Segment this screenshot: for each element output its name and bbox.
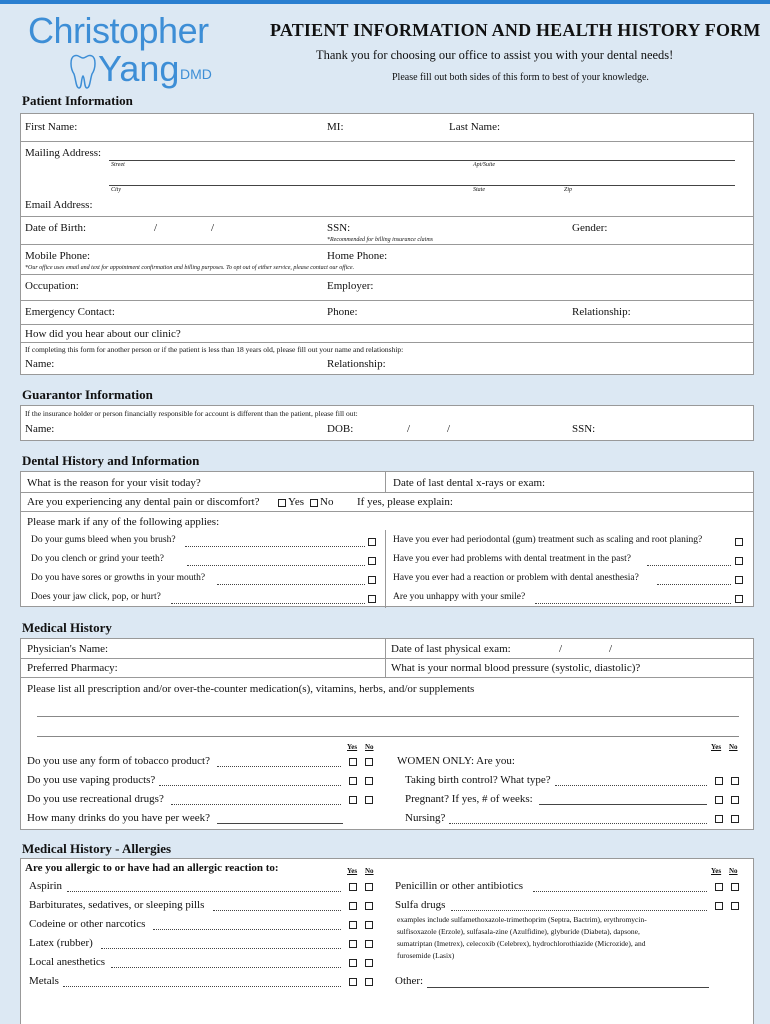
blood-pressure-label: What is your normal blood pressure (systolic, diastolic)? [391,662,641,674]
allergy-left-item: Latex (rubber) [29,937,93,949]
sulfa-note-line: sulfisoxazole (Erzole), sulfasala-zine (Azulfidine), glyburide (Diabeta), dapsone, [397,927,640,936]
no-checkbox[interactable] [365,777,373,785]
no-checkbox[interactable] [731,883,739,891]
yes-checkbox[interactable] [715,777,723,785]
mark-instruction: Please mark if any of the following applies: [27,516,220,528]
no-checkbox[interactable] [365,883,373,891]
medications-line[interactable] [37,736,739,737]
medications-line[interactable] [37,716,739,717]
leader-dots [67,891,341,892]
medical-right-item: Taking birth control? What type? [405,774,551,786]
penicillin-label: Penicillin or other antibiotics [395,880,524,892]
divider [21,511,753,512]
divider [385,530,386,608]
dental-left-checkbox[interactable] [368,557,376,565]
yes-checkbox[interactable] [349,978,357,986]
gender-label: Gender: [572,222,608,234]
medical-right-item: Nursing? [405,812,446,824]
sulfa-label: Sulfa drugs [395,899,446,911]
women-only-label: WOMEN ONLY: Are you: [397,755,515,767]
drinks-label: How many drinks do you have per week? [27,812,210,824]
divider [21,141,753,142]
pharmacy-label: Preferred Pharmacy: [27,662,118,674]
city-line[interactable] [109,185,735,186]
dob-slash: / [447,423,451,435]
exam-slash: / [559,643,563,655]
medical-left-item: Do you use recreational drugs? [27,793,164,805]
guarantor-name-label: Name: [25,423,55,435]
hear-about-label: How did you hear about our clinic? [25,328,181,340]
leader-dots [451,910,707,911]
form-instruction: Please fill out both sides of this form to best of your knowledge. [392,72,649,83]
zip-caption: Zip [564,187,573,193]
dental-right-checkbox[interactable] [735,595,743,603]
mi-label: MI: [327,121,344,133]
leader-dots [657,584,731,585]
allergy-question: Are you allergic to or have had an allergic reaction to: [25,862,279,874]
divider [21,274,753,275]
exam-slash: / [609,643,613,655]
yes-checkbox[interactable] [715,902,723,910]
yes-header: Yes [347,867,358,875]
divider [385,472,386,492]
leader-dots [101,948,341,949]
guarantor-note: If the insurance holder or person financially responsible for account is different than the patient, please fill out: [25,409,358,418]
other-allergy-line[interactable] [427,987,709,988]
divider [21,658,753,659]
section-allergies-heading: Medical History - Allergies [22,841,172,856]
physician-label: Physician's Name: [27,643,109,655]
dental-right-checkbox[interactable] [735,576,743,584]
leader-dots [213,910,341,911]
street-line[interactable] [109,160,735,161]
other-allergy-label: Other: [395,975,424,987]
leader-dots [555,785,707,786]
drinks-line[interactable] [217,823,343,824]
dental-right-item: Have you ever had a reaction or problem with dental anesthesia? [393,573,639,583]
pain-yes-checkbox[interactable] [278,499,286,507]
dental-left-item: Does your jaw click, pop, or hurt? [31,592,161,602]
leader-dots [171,804,341,805]
form-title: PATIENT INFORMATION AND HEALTH HISTORY FORM [270,20,761,40]
sulfa-note-line: sumatriptan (Imetrex), celecoxib (Celebrex), hydrochlorothiazide (Microzide), and [397,939,646,948]
mobile-phone-label: Mobile Phone: [25,250,91,262]
no-checkbox[interactable] [365,959,373,967]
no-header: No [365,867,374,875]
pain-yes-label: Yes [288,496,305,508]
section-patient-heading: Patient Information [22,93,133,108]
dental-left-checkbox[interactable] [368,595,376,603]
no-checkbox[interactable] [365,796,373,804]
dental-right-item: Have you ever had problems with dental treatment in the past? [393,554,631,564]
other-person-note: If completing this form for another person or if the patient is less than 18 years old, please fill out your name and relationship: [25,345,404,354]
dob-slash: / [211,222,215,234]
logo-line1: Christopher [28,10,209,51]
allergy-left-item: Metals [29,975,59,987]
no-checkbox[interactable] [731,815,739,823]
divider [21,677,753,678]
phone-note: *Our office uses email and text for appointment confirmation and billing purposes. To opt out of either service, please contact our office. [25,265,355,271]
dental-box [20,471,754,607]
medical-right-item: Pregnant? If yes, # of weeks: [405,793,533,805]
state-caption: State [473,187,485,193]
weeks-line[interactable] [539,804,707,805]
street-caption: Street [111,162,125,168]
no-header: No [729,867,738,875]
dob-slash: / [154,222,158,234]
yes-checkbox[interactable] [349,758,357,766]
no-checkbox[interactable] [365,758,373,766]
yes-header: Yes [711,743,722,751]
allergy-left-item: Codeine or other narcotics [29,918,146,930]
sulfa-note-line: furosemide (Lasix) [397,951,455,960]
yes-checkbox[interactable] [349,777,357,785]
no-checkbox[interactable] [731,902,739,910]
form-subtitle: Thank you for choosing our office to assist you with your dental needs! [316,48,674,62]
yes-checkbox[interactable] [715,796,723,804]
no-checkbox[interactable] [731,796,739,804]
divider [21,324,753,325]
employer-label: Employer: [327,280,374,292]
emergency-contact-label: Emergency Contact: [25,306,115,318]
section-medical-heading: Medical History [22,620,112,635]
allergy-left-item: Aspirin [29,880,62,892]
no-checkbox[interactable] [365,902,373,910]
leader-dots [111,967,341,968]
medical-left-item: Do you use any form of tobacco product? [27,755,210,767]
tooth-icon [68,52,98,92]
medical-box [20,638,754,830]
divider [21,492,753,493]
yes-checkbox[interactable] [349,883,357,891]
divider [21,244,753,245]
apt-caption: Apt/Suite [473,162,495,168]
city-caption: City [111,187,121,193]
section-dental-heading: Dental History and Information [22,453,200,468]
allergies-box [20,858,754,1024]
yes-checkbox[interactable] [349,796,357,804]
allergy-left-item: Barbiturates, sedatives, or sleeping pills [29,899,205,911]
sulfa-note-line: examples include sulfamethoxazole-trimethoprim (Septra, Bactrim), erythromycin- [397,915,647,924]
email-label: Email Address: [25,199,93,211]
yes-checkbox[interactable] [349,959,357,967]
yes-checkbox[interactable] [349,940,357,948]
no-checkbox[interactable] [365,921,373,929]
dental-left-item: Do your gums bleed when you brush? [31,535,176,545]
yes-checkbox[interactable] [715,815,723,823]
divider [21,216,753,217]
dental-left-checkbox[interactable] [368,538,376,546]
last-name-label: Last Name: [449,121,501,133]
pain-no-label: No [320,496,334,508]
dental-right-checkbox[interactable] [735,538,743,546]
leader-dots [647,565,731,566]
dental-right-item: Have you ever had periodontal (gum) treatment such as scaling and root planing? [393,535,703,545]
no-checkbox[interactable] [365,940,373,948]
dental-left-item: Do you have sores or growths in your mouth? [31,573,206,583]
home-phone-label: Home Phone: [327,250,388,262]
yes-header: Yes [711,867,722,875]
dental-right-item: Are you unhappy with your smile? [393,592,526,602]
leader-dots [187,565,365,566]
divider [21,342,753,343]
yes-checkbox[interactable] [715,883,723,891]
no-header: No [365,743,374,751]
medical-left-item: Do you use vaping products? [27,774,156,786]
first-name-label: First Name: [25,121,78,133]
relationship-label: Relationship: [572,306,631,318]
divider [21,300,753,301]
dob-slash: / [407,423,411,435]
leader-dots [449,823,707,824]
guarantor-dob-label: DOB: [327,423,354,435]
last-exam-label: Date of last physical exam: [391,643,511,655]
leader-dots [185,546,365,547]
xray-date-label: Date of last dental x-rays or exam: [393,477,546,489]
mailing-address-label: Mailing Address: [25,147,102,159]
ssn-label: SSN: [327,222,351,234]
clinic-logo [28,10,258,90]
allergy-left-item: Local anesthetics [29,956,106,968]
leader-dots [63,986,341,987]
name-label: Name: [25,358,55,370]
ssn-note: *Recommended for billing insurance claims [327,237,433,243]
leader-dots [159,785,341,786]
medications-label: Please list all prescription and/or over-the-counter medication(s), vitamins, herbs, and/or supplements [27,683,475,695]
guarantor-box [20,405,754,441]
top-accent-bar [0,0,770,4]
leader-dots [217,584,365,585]
leader-dots [217,766,341,767]
no-header: No [729,743,738,751]
dental-left-item: Do you clench or grind your teeth? [31,554,164,564]
leader-dots [153,929,341,930]
explain-label: If yes, please explain: [357,496,453,508]
yes-header: Yes [347,743,358,751]
guarantor-ssn-label: SSN: [572,423,596,435]
dental-right-checkbox[interactable] [735,557,743,565]
no-checkbox[interactable] [365,978,373,986]
leader-dots [171,603,365,604]
leader-dots [533,891,707,892]
logo-suffix: DMD [180,66,212,82]
yes-checkbox[interactable] [349,921,357,929]
dental-left-checkbox[interactable] [368,576,376,584]
relationship-label-2: Relationship: [327,358,386,370]
section-guarantor-heading: Guarantor Information [22,387,153,402]
yes-checkbox[interactable] [349,902,357,910]
pain-no-checkbox[interactable] [310,499,318,507]
pain-question: Are you experiencing any dental pain or discomfort? [27,496,260,508]
logo-line2: Yang [98,48,180,89]
phone-label: Phone: [327,306,358,318]
patient-info-box [20,113,754,375]
occupation-label: Occupation: [25,280,79,292]
visit-reason-label: What is the reason for your visit today? [27,477,201,489]
no-checkbox[interactable] [731,777,739,785]
leader-dots [535,603,731,604]
dob-label: Date of Birth: [25,222,87,234]
